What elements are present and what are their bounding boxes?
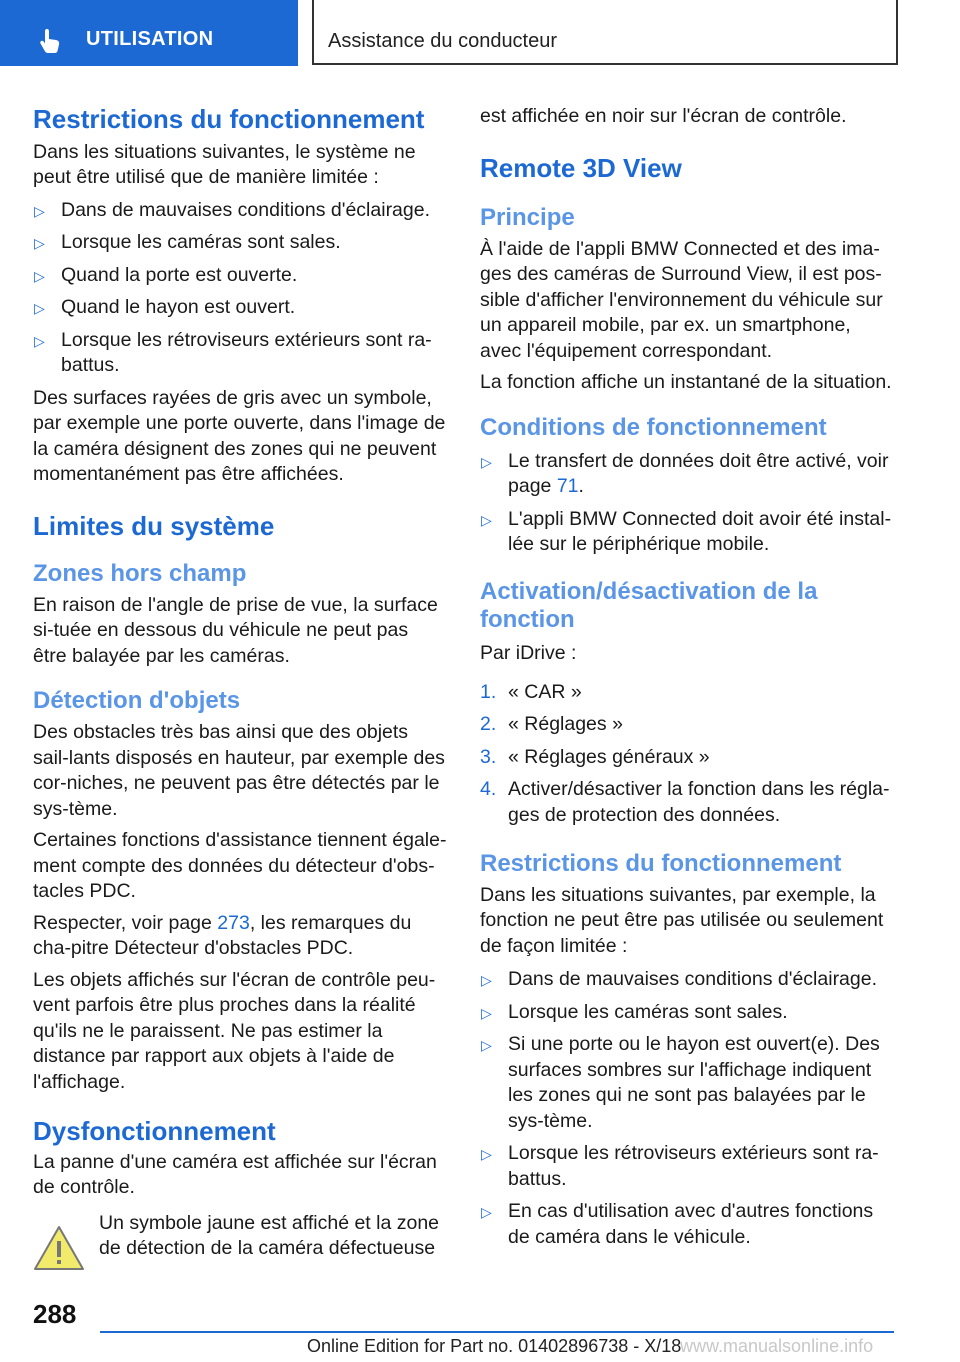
paragraph-principe: À l'aide de l'appli BMW Connected et des ima-ges des caméras de Surround View, il est pos-sible d'afficher l'environnement du véhicule sur un appareil mobile, par ex. un smartphone, avec l'équipement correspondant. xyxy=(480,237,883,362)
warning-text: Un symbole jaune est affiché et la zone de détection de la caméra défectueuse xyxy=(99,1211,440,1260)
list-item: ▷ Lorsque les caméras sont sales. xyxy=(480,1000,896,1026)
conditions-list xyxy=(480,449,896,558)
heading-restrictions-2: Restrictions du fonctionnement xyxy=(480,850,842,878)
heading-remote-3d-view: Remote 3D View xyxy=(480,152,682,183)
paragraph-continued: est affichée en noir sur l'écran de contrôle. xyxy=(480,105,847,127)
list-item: ▷ Si une porte ou le hayon est ouvert(e). Des surfaces sombres sur l'affichage indiquent les zones qui ne sont pas balayées par le sys-tème. xyxy=(481,1033,880,1132)
triangle-bullet-icon: ▷ xyxy=(481,453,492,470)
paragraph-detection-2: Certaines fonctions d'assistance tiennent égale-ment compte des données du détecteur d'obs-tacles PDC. xyxy=(33,829,447,903)
heading-activation: Activation/désactivation de la fonction xyxy=(480,577,818,634)
paragraph-objets: Les objets affichés sur l'écran de contrôle peu-vent parfois être plus proches dans la réalité qu'ils ne le paraissent. Ne pas estimer la distance par rapport aux objets à l'aide de l'affichage. xyxy=(33,968,436,1093)
left-column xyxy=(33,100,447,1262)
chapter-title-box xyxy=(312,0,898,65)
list-item: ▷ Lorsque les rétroviseurs extérieurs sont ra-battus. xyxy=(481,1142,879,1190)
step-item: 3. « Réglages généraux » xyxy=(480,745,710,768)
edition-text: Online Edition for Part no. 01402896738 - X/18 xyxy=(307,1336,682,1356)
triangle-bullet-icon: ▷ xyxy=(34,235,45,251)
watermark: www.manualsonline.info xyxy=(680,1336,874,1356)
list-item: ▷ En cas d'utilisation avec d'autres fonctions de caméra dans le véhicule. xyxy=(481,1200,874,1248)
page-link-273[interactable]: 273 xyxy=(217,911,250,934)
list-item: ▷ Dans de mauvaises conditions d'éclairage. xyxy=(480,967,896,993)
heading-limites: Limites du système xyxy=(33,510,275,541)
triangle-bullet-icon: ▷ xyxy=(481,1037,492,1054)
section-tab xyxy=(0,0,298,66)
triangle-bullet-icon: ▷ xyxy=(481,1204,492,1221)
heading-zones: Zones hors champ xyxy=(33,560,247,587)
paragraph-restrictions: Dans les situations suivantes, le système ne peut être utilisé que de manière limitée : xyxy=(33,140,416,188)
step-item: 1. « CAR » xyxy=(480,680,582,703)
heading-dysfonctionnement: Dysfonctionnement xyxy=(33,1116,276,1147)
paragraph-detection-1: Des obstacles très bas ainsi que des objets sail-lants disposés en hauteur, par exemple des cor-niches, ne peuvent pas être détectés par le sys-tème. xyxy=(33,721,445,820)
paragraph-surfaces: Des surfaces rayées de gris avec un symbole, par exemple une porte ouverte, dans l'image de la caméra désignent des zones qui ne peuvent momentanément pas être affichées. xyxy=(33,386,446,485)
paragraph-respect: Respecter, voir page 273, les remarques du cha-pitre Détecteur d'obstacles PDC. xyxy=(33,911,412,960)
paragraph-restrictions-2: Dans les situations suivantes, par exemple, la fonction ne peut être pas utilisée ou seulement de façon limitée : xyxy=(480,883,884,957)
triangle-bullet-icon: ▷ xyxy=(481,1146,492,1163)
restrictions-list xyxy=(33,198,447,379)
footer-divider xyxy=(100,1331,894,1333)
warning-note xyxy=(33,1211,447,1262)
chapter-title: Assistance du conducteur xyxy=(328,30,558,52)
heading-conditions: Conditions de fonctionnement xyxy=(480,413,827,441)
paragraph-instantane: La fonction affiche un instantané de la situation. xyxy=(480,371,892,394)
paragraph-dysfonctionnement: La panne d'une caméra est affichée sur l'écran de contrôle. xyxy=(33,1150,437,1199)
page-number: 288 xyxy=(33,1299,77,1329)
heading-detection: Détection d'objets xyxy=(33,687,241,715)
restrictions-list-2 xyxy=(480,967,896,1250)
steps-list xyxy=(480,680,896,829)
page-link-71[interactable]: 71 xyxy=(556,475,579,498)
step-item: 2. « Réglages » xyxy=(480,713,623,736)
list-item: ▷ Lorsque les caméras sont sales. xyxy=(33,230,447,256)
heading-principe: Principe xyxy=(480,204,575,231)
heading-restrictions: Restrictions du fonctionnement xyxy=(33,104,425,134)
list-item: ▷ L'appli BMW Connected doit avoir été instal-lée sur le périphérique mobile. xyxy=(481,507,892,556)
triangle-bullet-icon: ▷ xyxy=(34,202,45,219)
triangle-bullet-icon: ▷ xyxy=(34,300,45,316)
paragraph-zones: En raison de l'angle de prise de vue, la surface si-tuée en dessous du véhicule ne peut pas être balayée par les caméras. xyxy=(33,593,438,667)
triangle-bullet-icon: ▷ xyxy=(481,1004,492,1021)
page-header xyxy=(0,0,960,66)
paragraph-idrive: Par iDrive : xyxy=(480,642,577,665)
triangle-bullet-icon: ▷ xyxy=(481,511,492,528)
list-item: ▷ Le transfert de données doit être activé, voir page 71. xyxy=(481,449,889,498)
warning-triangle-icon xyxy=(33,1225,85,1271)
triangle-bullet-icon: ▷ xyxy=(34,332,45,349)
right-column xyxy=(480,100,896,1250)
list-item: ▷ Quand la porte est ouverte. xyxy=(33,263,447,289)
list-item: ▷ Dans de mauvaises conditions d'éclairage. xyxy=(33,198,447,224)
section-label: UTILISATION xyxy=(86,28,214,50)
list-item: ▷ Quand le hayon est ouvert. xyxy=(33,295,447,321)
hand-pointer-icon xyxy=(36,27,64,55)
step-item: 4. Activer/désactiver la fonction dans les régla-ges de protection des données. xyxy=(480,778,890,826)
triangle-bullet-icon: ▷ xyxy=(481,972,492,989)
list-item: ▷ Lorsque les rétroviseurs extérieurs sont ra-battus. xyxy=(34,328,432,376)
triangle-bullet-icon: ▷ xyxy=(34,267,45,284)
